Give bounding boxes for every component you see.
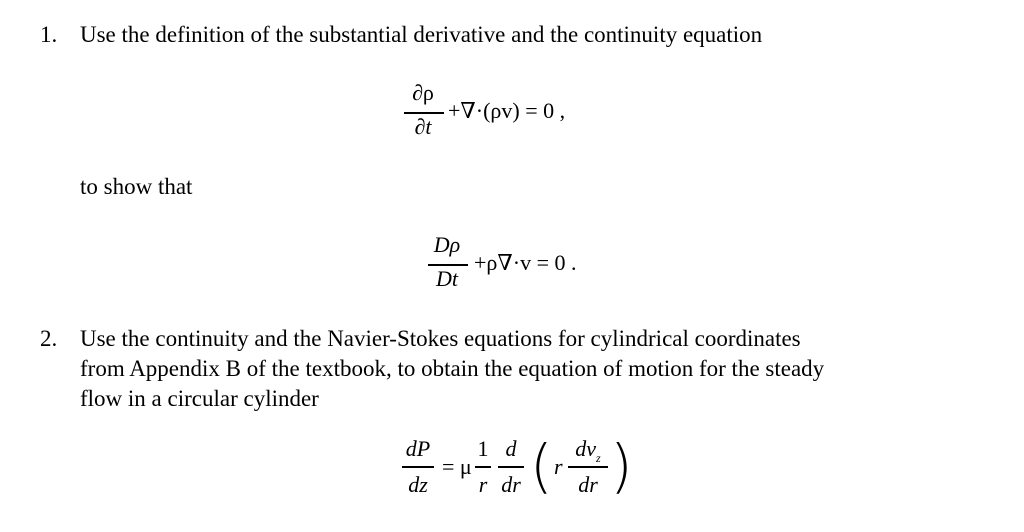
eq1-rhs: [448, 98, 565, 124]
problem-2-line-1: Use the continuity and the Navier-Stokes equations for cylindrical coordinates: [80, 326, 801, 351]
eq3-r-text: r: [554, 454, 563, 479]
eq3-f3-subscript: z: [596, 451, 601, 465]
problem-1-number: 1.: [40, 22, 58, 47]
eq3-f3-bar: [568, 466, 608, 468]
eq3-f2-den-text: dr: [501, 472, 521, 497]
eq3-f2-num-text: d: [505, 436, 517, 461]
eq3-f1-denominator: [474, 472, 492, 498]
eq3-f2-bar: [498, 466, 524, 468]
eq3-rparen-text: ): [610, 432, 633, 500]
eq3-f1-den-text: r: [478, 472, 488, 497]
eq3-right-paren: [610, 430, 633, 502]
eq3-r: [554, 454, 563, 480]
eq3-lhs-bar: [402, 466, 434, 468]
to-show-that-text: to show that: [80, 174, 193, 199]
eq3-lhs-numerator: [398, 436, 438, 462]
eq1-numerator-text: ∂ρ: [412, 80, 434, 105]
eq3-f3-den-text: dr: [578, 472, 598, 497]
eq1-numerator: [400, 80, 446, 106]
eq2-numerator-text: Dρ: [433, 232, 461, 257]
eq3-f1-num-text: 1: [477, 436, 489, 461]
eq3-lhs-den-text: dz: [408, 472, 428, 497]
eq2-rhs-text: +ρ∇·v = 0 .: [474, 250, 577, 275]
problem-2-line-3: flow in a circular cylinder: [80, 386, 319, 411]
eq3-lhs-denominator: [398, 472, 438, 498]
eq3-f1-bar: [475, 466, 491, 468]
continuity-equation: [400, 80, 640, 144]
eq3-f3-num-text: dv: [575, 436, 597, 461]
navier-stokes-equation: [398, 434, 638, 506]
eq3-left-paren: [530, 430, 553, 502]
eq3-f1-numerator: [474, 436, 492, 462]
eq3-equals-mu-text: = μ: [442, 454, 472, 479]
eq3-f3-denominator: [566, 472, 610, 498]
substantial-derivative-equation: [424, 232, 644, 296]
eq3-lhs-num-text: dP: [405, 436, 431, 461]
problem-2-number: 2.: [40, 326, 58, 351]
eq3-f2-denominator: [496, 472, 526, 498]
eq3-f2-numerator: [496, 436, 526, 462]
eq2-denominator: [424, 266, 470, 292]
eq1-rhs-text: +∇·(ρv) = 0 ,: [448, 98, 566, 123]
eq2-denominator-text: Dt: [436, 266, 458, 291]
eq2-numerator: [424, 232, 470, 258]
eq2-rhs: [474, 250, 576, 276]
eq3-f3-numerator: [566, 436, 610, 465]
eq1-denominator: [400, 114, 446, 140]
problem-2-line-2: from Appendix B of the textbook, to obtain the equation of motion for the steady: [80, 356, 825, 381]
eq3-equals-mu: [442, 454, 472, 480]
eq1-denominator-text: ∂t: [414, 114, 432, 139]
eq3-lparen-text: (: [530, 432, 553, 500]
problem-1-text: Use the definition of the substantial derivative and the continuity equation: [80, 22, 763, 47]
